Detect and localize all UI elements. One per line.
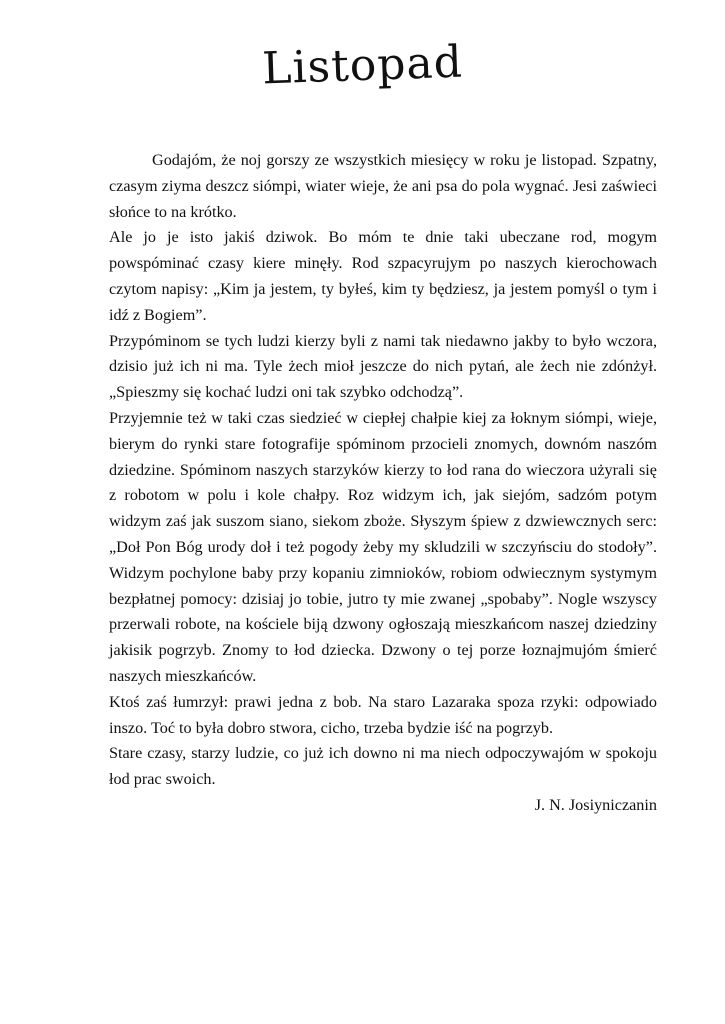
paragraph-1: Godajóm, że noj gorszy ze wszystkich miesięcy w roku je listopad. Szpatny, czasym ziyma deszcz siómpi, wiater wieje, że ani psa do pola wygnać. Jesi zaświeci słońce to na krótko. xyxy=(109,151,657,221)
paragraph-6: Stare czasy, starzy ludzie, co już ich downo ni ma niech odpoczywajóm w spokoju łod prac swoich. xyxy=(109,744,657,789)
paragraph-5: Ktoś zaś łumrzył: prawi jedna z bob. Na staro Lazaraka spoza rzyki: odpowiado inszo. Toć to była dobro stwora, cicho, trzeba bydzie iść na pogrzyb. xyxy=(109,692,657,737)
page-title: Listopad xyxy=(261,36,464,95)
paragraph-2: Ale jo je isto jakiś dziwok. Bo móm te dnie taki ubeczane rod, mogym powspóminać czasy kiere minęły. Rod szpacyrujym po naszych kierochowach czytom napisy: „Kim ja jestem, ty byłeś, kim ty będziesz, ja jestem pomyśl o tym i idź z Bogiem”. xyxy=(109,228,657,324)
article-body xyxy=(109,148,657,819)
author-signature: J. N. Josiyniczanin xyxy=(534,795,657,814)
paragraph-4: Przyjemnie też w taki czas siedzieć w ciepłej chałpie kiej za łoknym siómpi, wieje, bierym do rynki stare fotografije spóminom przocieli znomych, downóm naszóm dziedzine. Spóminom naszych starzyków kierzy to łod rana do wieczora użyrali się z robotom w polu i kole chałpy. Roz widzym ich, jak siejóm, sadzóm potym widzym zaś jak suszom siano, siekom zboże. Słyszym śpiew z dzwiewcznych serc: „Doł Pon Bóg urody doł i też pogody żeby my skludzili w szczyńsciu do stodoły”. Widzym pochylone baby przy kopaniu zimnioków, robiom odwiecznym systymym bezpłatnej pomocy: dzisiaj jo tobie, jutro ty mie zwanej „spobaby”. Nogle wszyscy przerwali robote, na kościele biją dzwony ogłoszają mieszkańcom naszej dziedziny jakisik pogrzyb. Znomy to łod dziecka. Dzwony o tej porze łoznajmujóm śmierć naszych mieszkańców. xyxy=(109,408,657,685)
paragraph-3: Przypóminom se tych ludzi kierzy byli z nami tak niedawno jakby to było wczora, dzisio już ich ni ma. Tyle żech mioł jeszcze do nich pytań, ale żech nie zdónżył. „Spieszmy się kochać ludzi oni tak szybko odchodzą”. xyxy=(109,331,657,402)
